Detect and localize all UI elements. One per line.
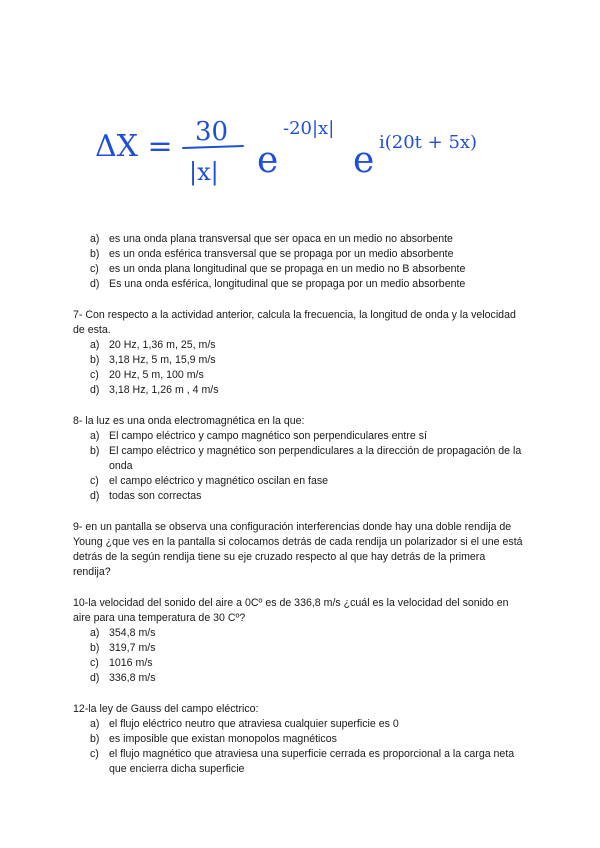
option-item xyxy=(73,353,523,368)
handwritten-formula xyxy=(95,108,515,188)
option-text: 3,18 Hz, 1,26 m , 4 m/s xyxy=(109,384,219,396)
option-item xyxy=(73,732,523,747)
question-text: 10-la velocidad del sonido del aire a 0Cº es de 336,8 m/s ¿cuál es la velocidad del sonido en aire para una temperatura de 30 Cº? xyxy=(73,597,509,624)
option-item xyxy=(73,626,523,641)
formula-exp1-base: e xyxy=(257,140,279,181)
option-item xyxy=(73,656,523,671)
option-letter: b) xyxy=(90,248,100,260)
option-text: es un onda esférica transversal que se propaga por un medio absorbente xyxy=(109,248,454,260)
option-text: el flujo magnético que atraviesa una superficie cerrada es proporcional a la carga neta que encierra dicha superficie xyxy=(109,748,515,775)
option-list xyxy=(73,626,523,686)
question-text: 7- Con respecto a la actividad anterior, calcula la frecuencia, la longitud de onda y la velocidad de esta. xyxy=(73,309,516,336)
option-letter: d) xyxy=(90,278,100,290)
document-content xyxy=(73,232,523,793)
formula-drawing xyxy=(95,108,515,188)
option-letter: c) xyxy=(90,369,99,381)
option-item xyxy=(73,429,523,444)
formula-exp2-base: e xyxy=(353,140,375,181)
option-letter: c) xyxy=(90,263,99,275)
option-item xyxy=(73,747,523,777)
option-text: El campo eléctrico y magnético son perpendiculares a la dirección de propagación de la onda xyxy=(109,445,522,472)
option-text: es una onda plana transversal que ser opaca en un medio no absorbente xyxy=(109,233,453,245)
option-letter: b) xyxy=(90,445,100,457)
option-item xyxy=(73,277,523,292)
option-letter: a) xyxy=(90,430,100,442)
option-item xyxy=(73,717,523,732)
question-6-options xyxy=(73,232,523,292)
option-item xyxy=(73,444,523,474)
option-letter: a) xyxy=(90,233,100,245)
question-10 xyxy=(73,596,523,686)
option-letter: d) xyxy=(90,672,100,684)
question-12 xyxy=(73,702,523,777)
option-letter: a) xyxy=(90,627,100,639)
formula-exp2-power: i(20t + 5x) xyxy=(379,132,478,153)
option-text: es un onda plana longitudinal que se propaga en un medio no B absorbente xyxy=(109,263,466,275)
option-text: 20 Hz, 1,36 m, 25, m/s xyxy=(109,339,216,351)
option-letter: a) xyxy=(90,339,100,351)
option-list xyxy=(73,232,523,292)
option-text: 1016 m/s xyxy=(109,657,153,669)
question-8 xyxy=(73,414,523,504)
option-letter: c) xyxy=(90,475,99,487)
option-item xyxy=(73,489,523,504)
question-7 xyxy=(73,308,523,398)
formula-numerator: 30 xyxy=(195,117,229,147)
option-list xyxy=(73,717,523,777)
option-item xyxy=(73,368,523,383)
option-item xyxy=(73,671,523,686)
option-text: todas son correctas xyxy=(109,490,202,502)
option-text: 336,8 m/s xyxy=(109,672,156,684)
question-text: 8- la luz es una onda electromagnética en la que: xyxy=(73,415,305,427)
option-letter: a) xyxy=(90,718,100,730)
option-text: el campo eléctrico y magnético oscilan en fase xyxy=(109,475,329,487)
fraction-bar xyxy=(183,146,243,148)
option-item xyxy=(73,383,523,398)
option-item xyxy=(73,474,523,489)
option-item xyxy=(73,262,523,277)
option-list xyxy=(73,429,523,504)
option-list xyxy=(73,338,523,398)
option-letter: b) xyxy=(90,733,100,745)
formula-denominator: |x| xyxy=(189,158,219,186)
option-text: 319,7 m/s xyxy=(109,642,156,654)
option-letter: b) xyxy=(90,642,100,654)
option-item xyxy=(73,338,523,353)
option-letter: d) xyxy=(90,384,100,396)
option-text: es imposible que existan monopolos magnéticos xyxy=(109,733,337,745)
formula-lhs: ΔX = xyxy=(95,129,173,164)
option-item xyxy=(73,232,523,247)
option-item xyxy=(73,641,523,656)
option-letter: d) xyxy=(90,490,100,502)
option-text: el flujo eléctrico neutro que atraviesa cualquier superficie es 0 xyxy=(109,718,399,730)
option-letter: c) xyxy=(90,657,99,669)
option-text: 20 Hz, 5 m, 100 m/s xyxy=(109,369,204,381)
option-text: Es una onda esférica, longitudinal que se propaga por un medio absorbente xyxy=(109,278,466,290)
option-text: 3,18 Hz, 5 m, 15,9 m/s xyxy=(109,354,216,366)
question-9 xyxy=(73,520,523,580)
question-text: 9- en un pantalla se observa una configuración interferencias donde hay una doble rendija de Young ¿que ves en la pantalla si colocamos detrás de cada rendija un polarizador si el une está detrás de la según rendija tiene su eje cruzado respecto al que hay detrás de la primera rendija? xyxy=(73,521,523,578)
option-letter: b) xyxy=(90,354,100,366)
option-letter: c) xyxy=(90,748,99,760)
option-text: 354,8 m/s xyxy=(109,627,156,639)
option-item xyxy=(73,247,523,262)
question-text: 12-la ley de Gauss del campo eléctrico: xyxy=(73,703,259,715)
option-text: El campo eléctrico y campo magnético son perpendiculares entre sí xyxy=(109,430,427,442)
formula-exp1-power: -20|x| xyxy=(283,118,335,139)
